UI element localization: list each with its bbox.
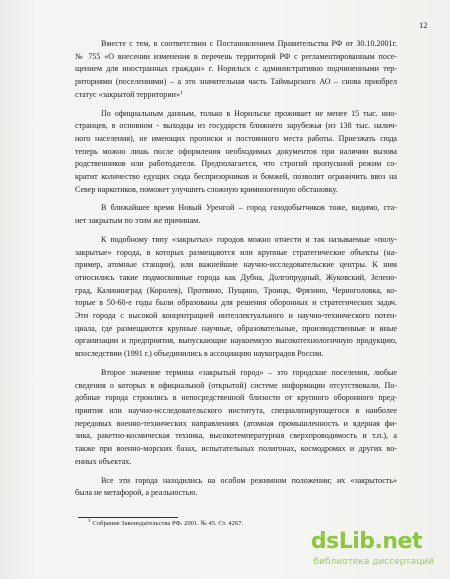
footnote-reference: 1 <box>179 89 183 96</box>
text-line <box>75 89 397 102</box>
paragraph-6 <box>75 475 397 500</box>
text-line: торые в 50-60-е годы были образованы для решения оборонных и стратегических задач. <box>75 298 397 308</box>
logo-dot: . <box>374 529 383 554</box>
text-line: организации и предприятия, выпускающие наукоемкую высокотехнологичную продукцию, <box>75 336 397 346</box>
text-line: риториями (поселениями) – а это значительная часть Таймырского АО – снова приобрел <box>75 77 397 87</box>
text-line: Все эти города находились на особом режимном положении; их «закрытость» <box>101 475 397 485</box>
text-line: закрытые» города, в которых размещаются или крупные стратегические объекты (на- <box>75 247 397 257</box>
paragraph-5 <box>75 367 397 469</box>
text-line: В ближайшее время Новый Уренгой – город газодобытчиков тоже, видимо, ста- <box>101 203 397 213</box>
paragraph-4 <box>75 234 397 361</box>
text-line: Второе значение термина «закрытый город» – это городские поселения, любые <box>101 367 397 377</box>
text-line: сведения о которых в официальной (открытой) системе информации отсутствовали. По- <box>75 380 397 390</box>
text-line: ного населения), не имеющих прописки и постоянного места работы. Приезжать сюда <box>75 133 397 143</box>
text-line: К подобному типу «закрытых» городов можно отнести и так называемые «полу- <box>101 234 397 244</box>
text-line: кратит количество едущих сюда беспризорников и бомжей, позволит ограничить ввоз на <box>75 172 397 182</box>
text-line: также при военно-морских базах, испытательных полигонах, космодромах и других во- <box>75 444 397 454</box>
text-line: нет закрытым по этим же причинам. <box>75 216 201 226</box>
text-line: Север наркотиков, поможет улучшить сложную криминогенную обстановку. <box>75 184 338 194</box>
text-fragment: статус «закрытой территории» <box>75 89 180 99</box>
footnote-divider <box>78 517 178 518</box>
logo-main: dsLib <box>310 529 375 554</box>
logo-tld: net <box>382 529 422 554</box>
text-line: странцев, в основном - выходцы из государств ближнего зарубежья (из 138 тыс. налич- <box>75 121 397 131</box>
page-number: 12 <box>419 20 428 30</box>
text-line: Вместе с тем, в соответствии с Постановлением Правительства РФ от 30.10.2001г. <box>101 39 397 48</box>
text-line: приятия или научно-исследовательского института, специализирующегося в наиболее <box>75 405 397 415</box>
paragraph-2 <box>75 108 397 197</box>
paragraph-3 <box>75 202 397 227</box>
text-line: град, Калининград (Королев), Протвино, Пущино, Троицк, Фрязино, Черноголовка, ко- <box>75 285 397 295</box>
text-line: относились такие подмосковные города как Дубна, Долгопрудный, Жуковский, Зелено- <box>75 272 397 282</box>
text-line: № 755 «О внесении изменения в перечень территорий РФ с регламентированным посе- <box>75 51 397 61</box>
text-line: щением для иностранных граждан» г. Норильск с административно подчиненными тер- <box>75 64 397 74</box>
body-text <box>75 38 397 500</box>
text-line: родственников или работодателя. Предполагается, что строгий пропускной режим со- <box>75 159 397 169</box>
text-line: впоследствии (1991 г.) объединились в ассоциацию наукоградов России. <box>75 349 324 359</box>
text-line: теперь можно лишь после оформления необходимых документов при наличии вызова <box>75 146 397 156</box>
paragraph-1 <box>75 38 397 102</box>
dslib-watermark <box>310 529 440 571</box>
text-line: зика, ракетно-космическая техника, высокотемпературная сверхпроводимость и т.п.), а <box>75 431 397 441</box>
text-line: передовых военно-технических направлениях (атомная промышленность и ядерная фи- <box>75 418 397 428</box>
watermark-logo <box>311 529 422 555</box>
text-line: была не метафорой, а реальностью. <box>75 488 198 498</box>
watermark-tagline: библиотека диссертаций <box>313 557 434 567</box>
text-line: добные города строились в непосредственной близости от крупного оборонного пред- <box>75 393 397 403</box>
text-line: циала, где размещаются крупные научные, образовательные, производственные и иные <box>75 323 397 333</box>
footnote-text: Собрание Законодательства РФ. 2001. № 45. Ст. 4267. <box>92 520 244 527</box>
footnote <box>88 520 243 528</box>
text-line: пример, атомные станции), или важнейшие научно-исследовательские центры. К ним <box>75 260 397 270</box>
text-line: По официальным данным, только в Норильске проживает не менее 15 тыс. ино- <box>101 108 397 118</box>
text-line: енных объектах. <box>75 456 132 466</box>
footnote-marker: 1 <box>88 518 91 524</box>
text-line: Эти города с высокой концентрацией интеллектуального и научно-технического потен- <box>75 311 397 321</box>
